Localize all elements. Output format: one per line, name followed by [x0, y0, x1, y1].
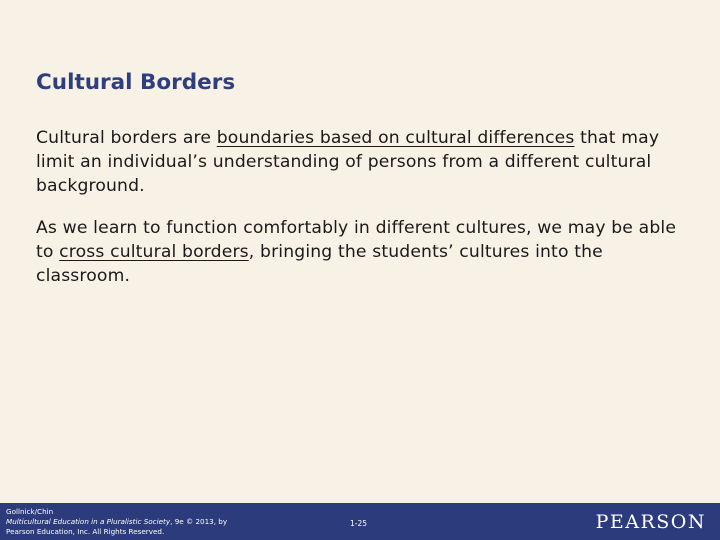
p1-text-after: that may limit an individual’s understanding of persons from a different cultural background.	[36, 128, 660, 196]
credit-book-title: Multicultural Education in a Pluralistic Society	[6, 517, 171, 526]
credit-edition: , 9e © 2013, by	[170, 517, 228, 526]
copyright-credit	[6, 507, 227, 537]
p1-text-before: Cultural borders are	[36, 128, 217, 148]
pearson-logo: PEARSON	[595, 511, 706, 533]
p2-text-before: As we learn to function comfortably in different cultures, we may be able to	[36, 218, 677, 262]
paragraph-definition	[36, 126, 686, 198]
p2-underlined-term: cross cultural borders	[59, 242, 249, 262]
page-number: 1-25	[350, 519, 368, 528]
footer-bar	[0, 503, 720, 540]
paragraph-crossing-borders	[36, 216, 686, 288]
slide-title: Cultural Borders	[36, 70, 236, 95]
credit-authors: Gollnick/Chin	[6, 507, 54, 516]
p1-underlined-term: boundaries based on cultural differences	[216, 128, 575, 148]
p2-text-after: , bringing the students’ cultures into the classroom.	[36, 242, 603, 286]
credit-publisher: Pearson Education, Inc. All Rights Reserved.	[6, 527, 165, 536]
credit-book-line	[6, 517, 227, 527]
